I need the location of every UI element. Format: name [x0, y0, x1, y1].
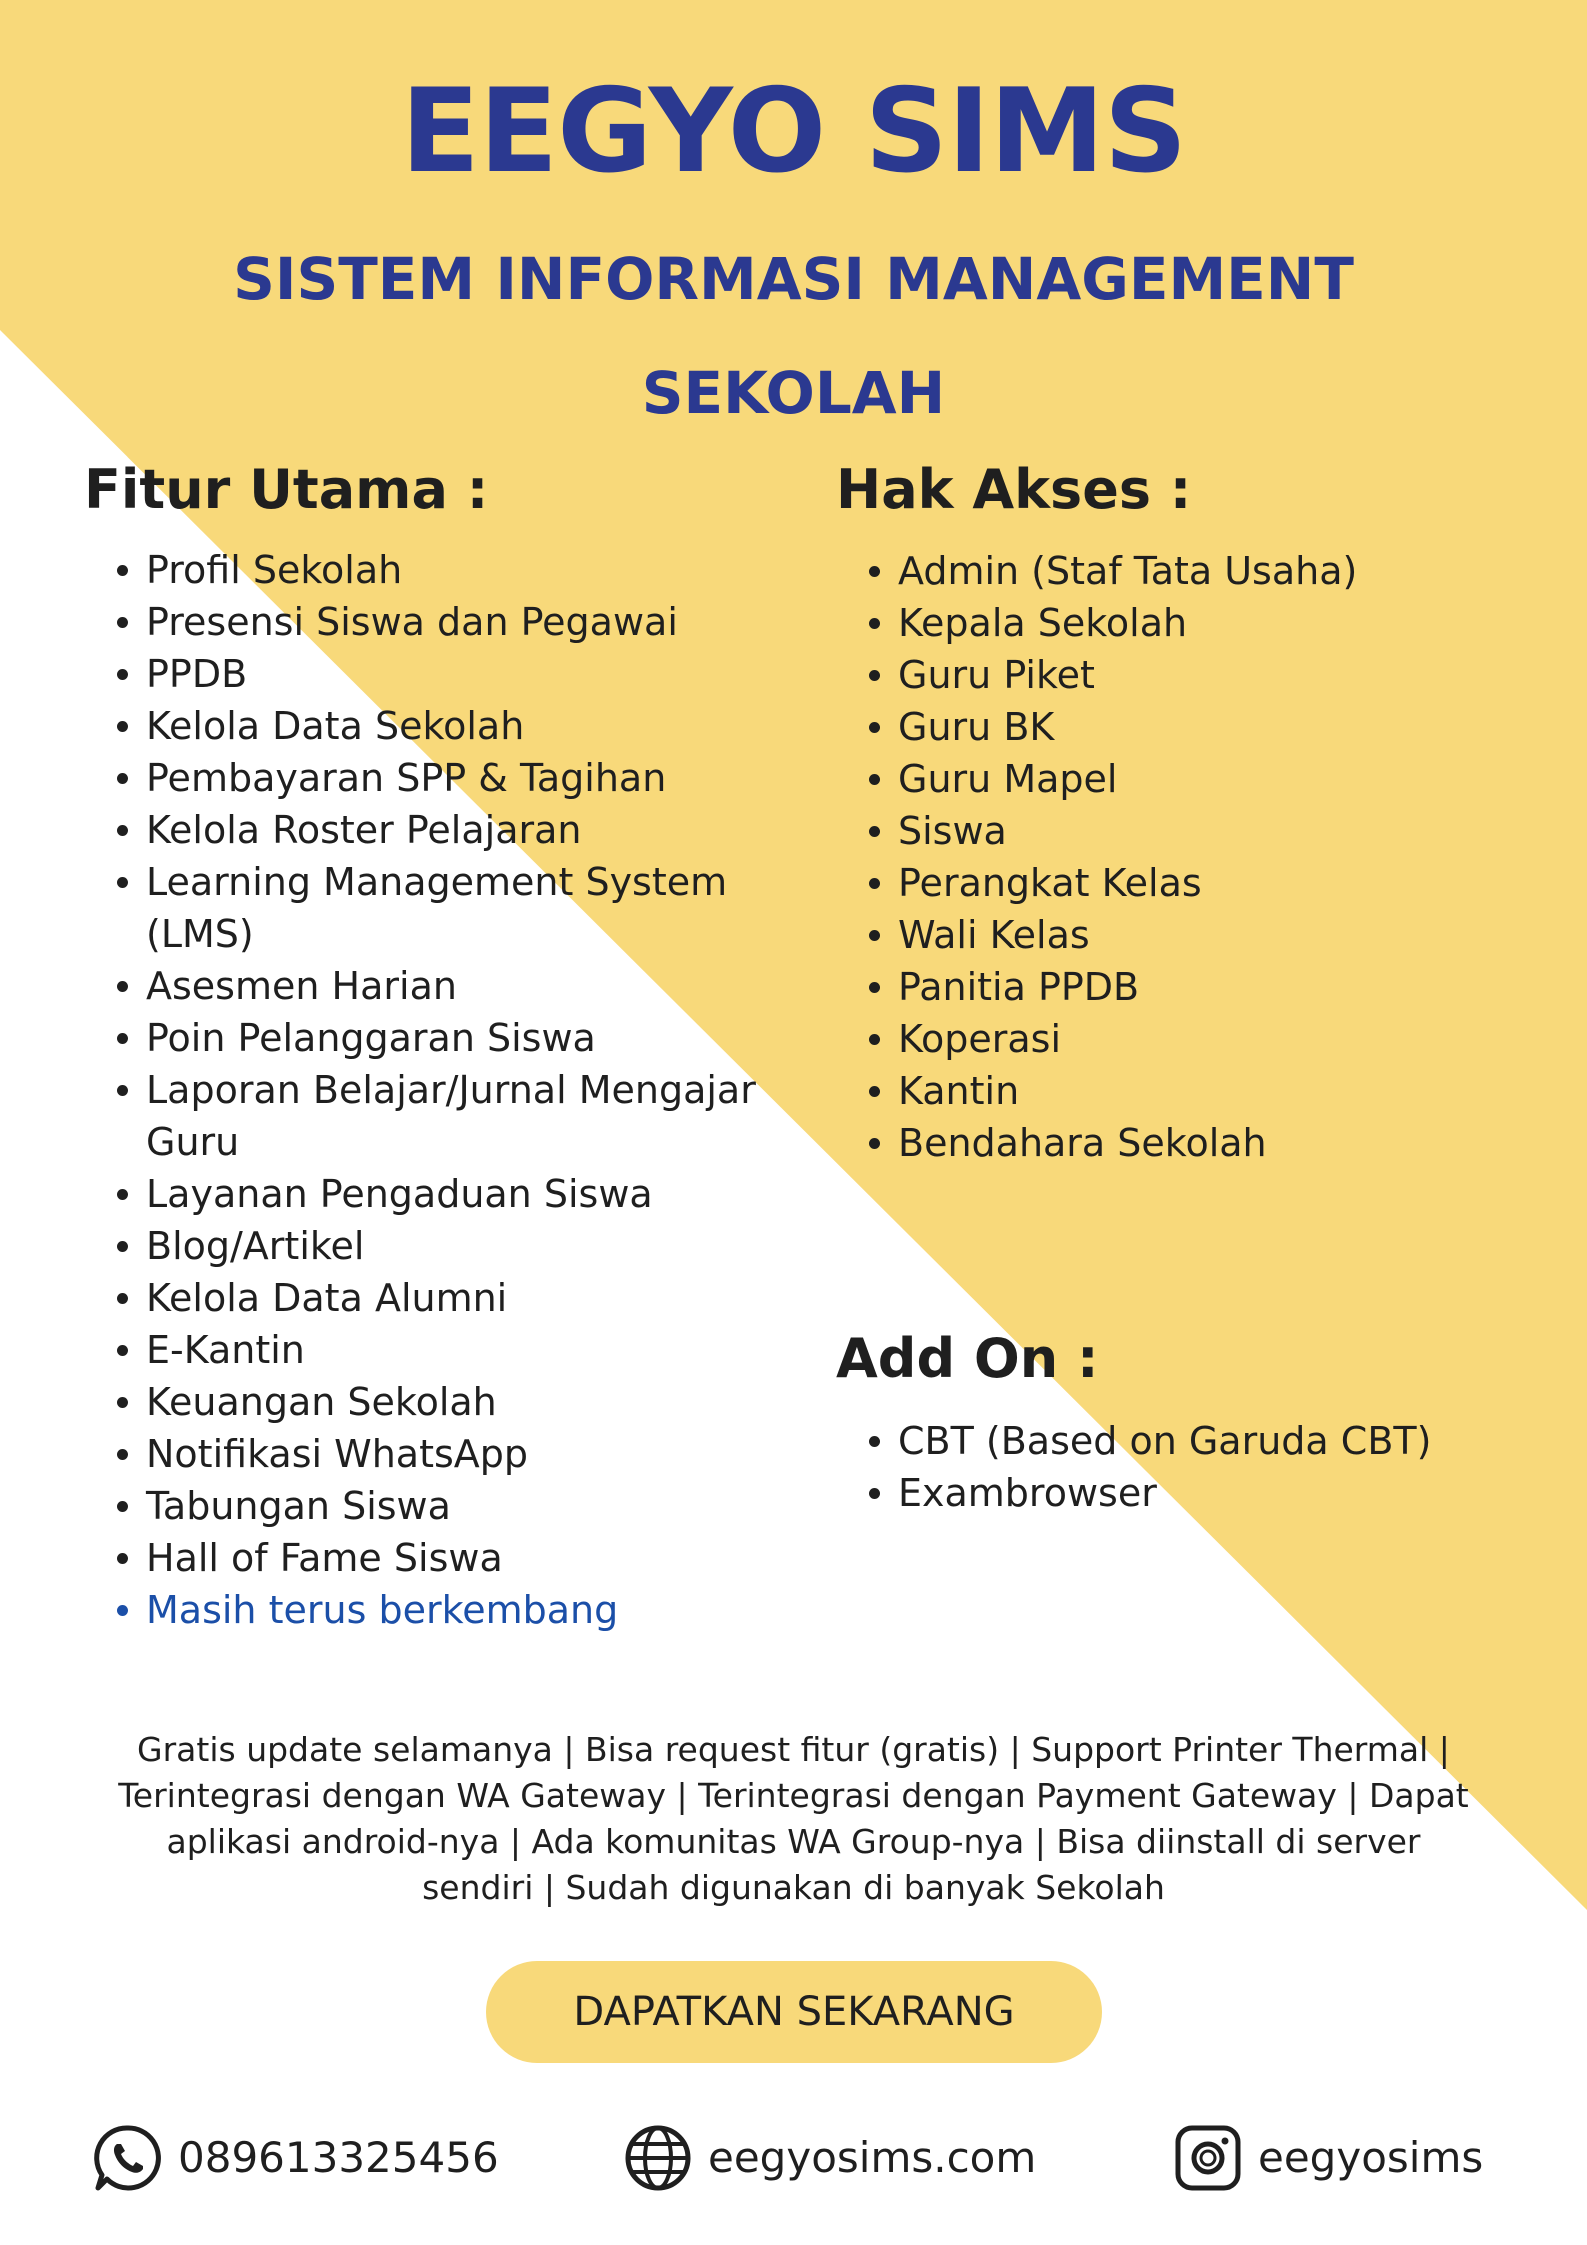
bullet-icon	[117, 721, 128, 732]
list-item: Asesmen Harian	[84, 960, 764, 1012]
list-item: Tabungan Siswa	[84, 1480, 764, 1532]
bullet-icon	[117, 1293, 128, 1304]
list-item: Guru Piket	[836, 649, 1536, 701]
bullet-icon	[117, 1605, 128, 1616]
bullet-icon	[869, 670, 880, 681]
bullet-icon	[869, 722, 880, 733]
contact-instagram[interactable]	[1172, 2118, 1483, 2198]
globe-icon	[622, 2122, 694, 2194]
bullet-icon	[869, 1034, 880, 1045]
page-title: EEGYO SIMS	[400, 64, 1187, 199]
list-item: Blog/Artikel	[84, 1220, 764, 1272]
list-item: Guru BK	[836, 701, 1536, 753]
list-item: Hall of Fame Siswa	[84, 1532, 764, 1584]
bullet-icon	[117, 1345, 128, 1356]
fitur-utama-heading: Fitur Utama :	[84, 458, 489, 521]
bullet-icon	[117, 1189, 128, 1200]
list-item: Layanan Pengaduan Siswa	[84, 1168, 764, 1220]
instagram-icon	[1172, 2122, 1244, 2194]
list-item: Guru Mapel	[836, 753, 1536, 805]
contact-phone[interactable]	[92, 2118, 499, 2198]
list-item: Siswa	[836, 805, 1536, 857]
list-item: Panitia PPDB	[836, 961, 1536, 1013]
get-now-button[interactable]: DAPATKAN SEKARANG	[486, 1961, 1102, 2063]
list-item: Kelola Data Alumni	[84, 1272, 764, 1324]
bullet-icon	[117, 1397, 128, 1408]
bullet-icon	[869, 826, 880, 837]
bullet-icon	[869, 878, 880, 889]
list-item: Wali Kelas	[836, 909, 1536, 961]
list-item: Bendahara Sekolah	[836, 1117, 1536, 1169]
bullet-icon	[117, 1553, 128, 1564]
bullet-icon	[117, 877, 128, 888]
bullet-icon	[117, 1501, 128, 1512]
bullet-icon	[117, 669, 128, 680]
whatsapp-icon	[92, 2122, 164, 2194]
list-item: Profil Sekolah	[84, 544, 764, 596]
bullet-icon	[117, 825, 128, 836]
bullet-icon	[869, 1436, 880, 1447]
hak-akses-list	[836, 545, 1536, 1169]
list-item: Kelola Data Sekolah	[84, 700, 764, 752]
fitur-utama-list	[84, 544, 764, 1636]
bullet-icon	[117, 1085, 128, 1096]
list-item: Pembayaran SPP & Tagihan	[84, 752, 764, 804]
list-item-highlight: Masih terus berkembang	[84, 1584, 764, 1636]
bullet-icon	[869, 774, 880, 785]
list-item: Kelola Roster Pelajaran	[84, 804, 764, 856]
bullet-icon	[869, 618, 880, 629]
bullet-icon	[869, 1086, 880, 1097]
contact-website[interactable]	[622, 2118, 1036, 2198]
page-subtitle: SISTEM INFORMASI MANAGEMENT SEKOLAH	[233, 245, 1354, 427]
phone-number: 089613325456	[178, 2133, 499, 2182]
bullet-icon	[869, 930, 880, 941]
bullet-icon	[117, 981, 128, 992]
bullet-icon	[869, 982, 880, 993]
bullet-icon	[117, 617, 128, 628]
bullet-icon	[117, 1241, 128, 1252]
bullet-icon	[117, 1449, 128, 1460]
list-item: Learning Management System (LMS)	[84, 856, 764, 960]
benefits-text: Gratis update selamanya | Bisa request fitur (gratis) | Support Printer Thermal | Terintegrasi dengan WA Gateway | Terintegrasi dengan Payment Gateway | Dapat aplikasi android-nya | Ada komunitas WA Group-nya | Bisa diinstall di server sendiri | Sudah digunakan di banyak Sekolah	[118, 1730, 1469, 1907]
add-on-heading: Add On :	[836, 1327, 1099, 1390]
list-item: Laporan Belajar/Jurnal Mengajar Guru	[84, 1064, 764, 1168]
list-item: Poin Pelanggaran Siswa	[84, 1012, 764, 1064]
list-item: Koperasi	[836, 1013, 1536, 1065]
list-item: Admin (Staf Tata Usaha)	[836, 545, 1536, 597]
bullet-icon	[869, 566, 880, 577]
list-item: E-Kantin	[84, 1324, 764, 1376]
list-item: Notifikasi WhatsApp	[84, 1428, 764, 1480]
list-item: CBT (Based on Garuda CBT)	[836, 1415, 1536, 1467]
bullet-icon	[869, 1138, 880, 1149]
list-item: Perangkat Kelas	[836, 857, 1536, 909]
bullet-icon	[117, 1033, 128, 1044]
list-item: Exambrowser	[836, 1467, 1536, 1519]
list-item: Kepala Sekolah	[836, 597, 1536, 649]
add-on-list	[836, 1415, 1536, 1519]
bullet-icon	[869, 1488, 880, 1499]
bullet-icon	[117, 773, 128, 784]
list-item: Kantin	[836, 1065, 1536, 1117]
instagram-handle: eegyosims	[1258, 2133, 1484, 2182]
list-item: Keuangan Sekolah	[84, 1376, 764, 1428]
list-item: PPDB	[84, 648, 764, 700]
list-item: Presensi Siswa dan Pegawai	[84, 596, 764, 648]
website-url: eegyosims.com	[708, 2133, 1037, 2182]
hak-akses-heading: Hak Akses :	[836, 458, 1192, 521]
bullet-icon	[117, 565, 128, 576]
